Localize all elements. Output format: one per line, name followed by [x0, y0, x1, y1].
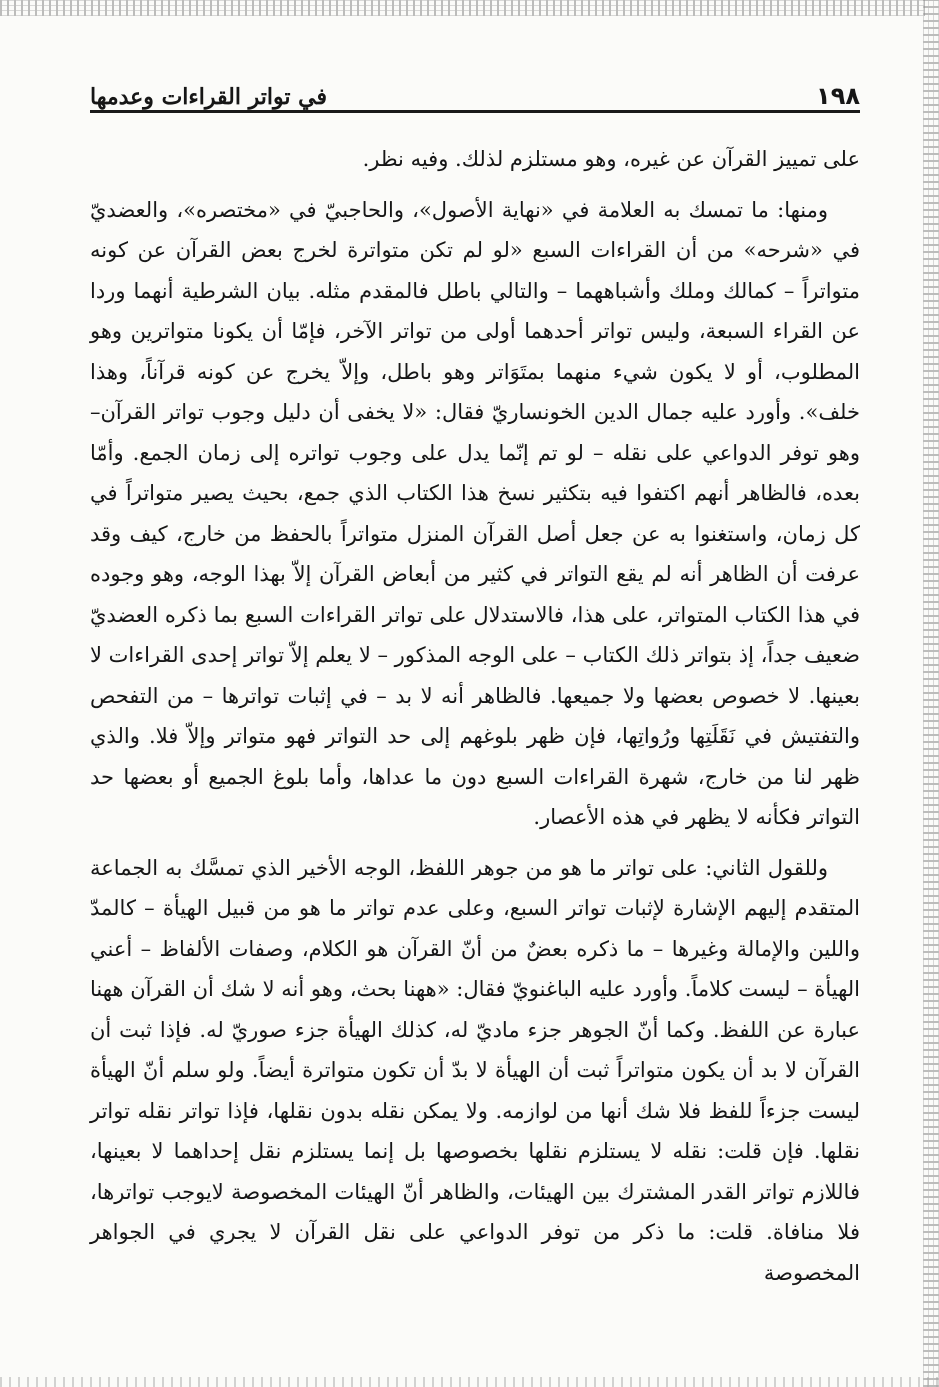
paragraph-1: على تمييز القرآن عن غيره، وهو مستلزم لذلك. وفيه نظر. [362, 147, 860, 171]
paragraph-2: ومنها: ما تمسك به العلامة في «نهاية الأصول»، والحاجبيّ في «مختصره»، والعضديّ في «شرحه» من أن القراءات السبع «لو لم تكن متواترة لخرج بعض القرآن عن كونه متواتراً – كمالك وملك وأشباههما – والتالي باطل فالمقدم مثله. بيان الشرطية أنهما وردا عن القراء السبعة، وليس تواتر أحدهما أولى من تواتر الآخر، فإمّا أن يكونا متواترين وهو المطلوب، أو لا يكون شيء منهما بمتَوَاتر وهو باطل، وإلاّ يخرج عن كونه قرآناً، وهذا خلف». وأورد عليه جمال الدين الخونساريّ فقال: «لا يخفى أن دليل وجوب تواتر القرآن– وهو توفر الدواعي على نقله – لو تم إنّما يدل على وجوب تواتره إلى زمان الجمع. وأمّا بعده، فالظاهر أنهم اكتفوا فيه بتكثير نسخ هذا الكتاب الذي جمع، بحيث يصير متواتراً في كل زمان، واستغنوا به عن جعل أصل القرآن المنزل متواتراً بالحفظ من خارج، كيف وقد عرفت أن الظاهر أنه لم يقع التواتر في كثير من أبعاض القرآن إلاّ بهذا الوجه، وهو وجوده في هذا الكتاب المتواتر، على هذا، فالاستدلال على تواتر القراءات السبع بما ذكره العضديّ ضعيف جداً، إذ بتواتر ذلك الكتاب – على الوجه المذكور – لا يعلم إلاّ تواتر إحدى القراءات لا بعينها. لا خصوص بعضها ولا جميعها. فالظاهر أنه لا بد – في إثبات تواترها – من التفحص والتفتيش في نَقَلَتِها ورُواتِها، فإن ظهر بلوغهم إلى حد التواتر فهو متواتر وإلاّ فلا. والذي ظهر لنا من خارج، شهرة القراءات السبع دون ما عداها، وأما بلوغ الجميع أو بعضها حد التواتر فكأنه لا يظهر في هذه الأعصار. [90, 197, 860, 829]
book-page [90, 64, 860, 1303]
decorative-border-right [923, 0, 939, 1387]
page-header [90, 64, 860, 113]
page-number: ١٩٨ [816, 82, 860, 110]
paragraph-3: وللقول الثاني: على تواتر ما هو من جوهر اللفظ، الوجه الأخير الذي تمسَّك به الجماعة المتقدم إليهم الإشارة لإثبات تواتر السبع، وعلى عدم تواتر ما هو من قبيل الهيأة – كالمدّ واللين والإمالة وغيرها – ما ذكره بعضٌ من أنّ القرآن هو الكلام، وصفات الألفاظ – أعني الهيأة – ليست كلاماً. وأورد عليه الباغنويّ فقال: «ههنا بحث، وهو أنه لا شك أن القرآن ههنا عبارة عن اللفظ. وكما أنّ الجوهر جزء ماديّ له، كذلك الهيأة جزء صوريّ له. فإذا ثبت أن القرآن لا بد أن يكون متواتراً ثبت أن الهيأة لا بدّ أن تكون متواترة أيضاً. ولو سلم أنّ الهيأة ليست جزءاً للفظ فلا شك أنها من لوازمه. ولا يمكن نقله بدون نقلها، فإذا تواتر نقله تواتر نقلها. فإن قلت: نقله لا يستلزم نقلها بخصوصها بل إنما يستلزم نقل إحداهما لا بعينها، فاللازم تواتر القدر المشترك بين الهيئات، والظاهر أنّ الهيئات المخصوصة لايوجب تواترها، فلا منافاة. قلت: ما ذكر من توفر الدواعي على نقل القرآن لا يجري في الجواهر المخصوصة [90, 855, 860, 1285]
decorative-border-bottom [0, 1377, 939, 1387]
decorative-border-top [0, 0, 925, 16]
running-title: في تواتر القراءات وعدمها [90, 84, 327, 110]
body-text [90, 139, 860, 1293]
